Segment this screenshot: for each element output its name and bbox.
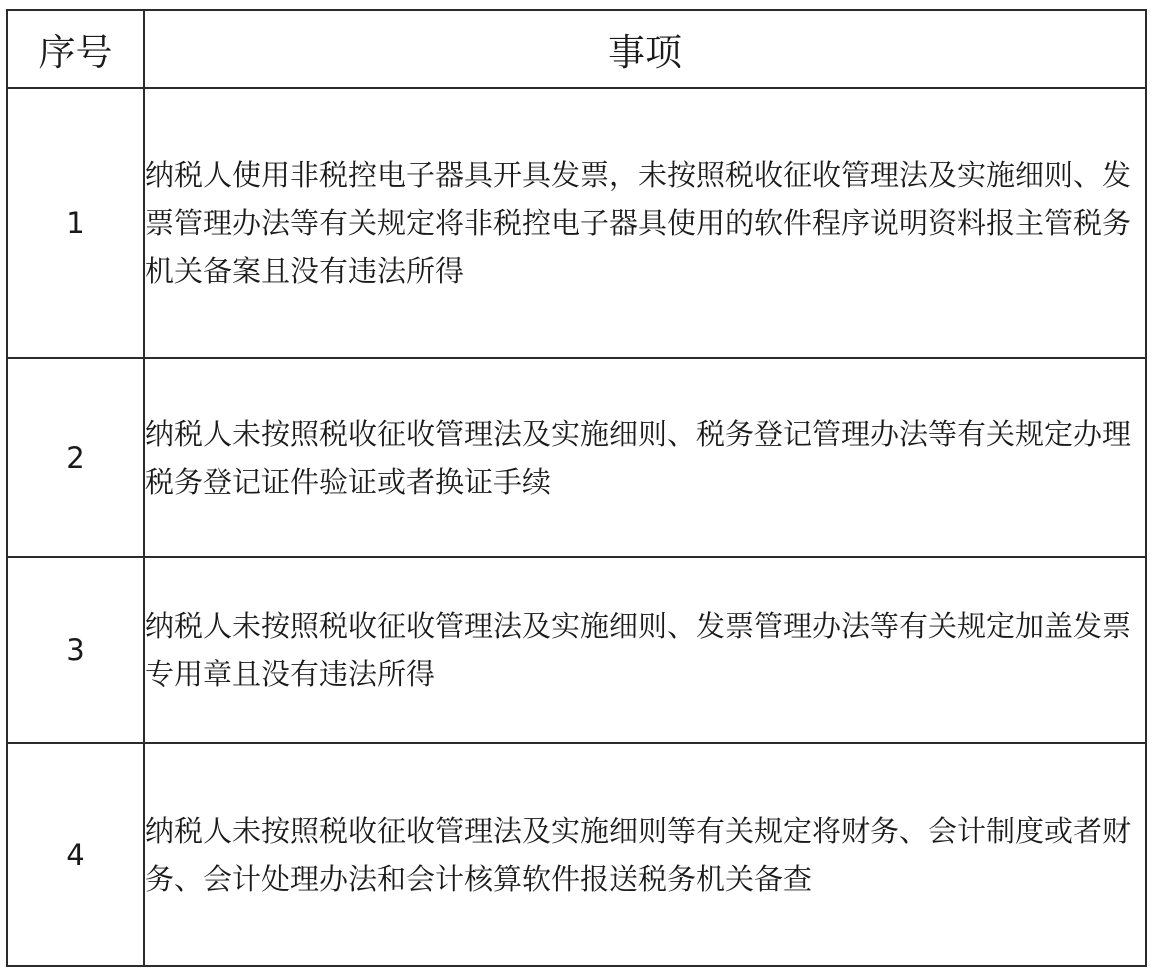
row-matter-text: 纳税人未按照税收征收管理法及实施细则、发票管理办法等有关规定加盖发票专用章且没有违法所得: [144, 557, 1146, 743]
row-serial-number: 4: [7, 743, 144, 966]
matters-table: [6, 9, 1147, 967]
table-row: [7, 743, 1146, 966]
row-matter-text: 纳税人未按照税收征收管理法及实施细则、税务登记管理办法等有关规定办理税务登记证件验证或者换证手续: [144, 358, 1146, 557]
row-serial-number: 1: [7, 88, 144, 358]
row-serial-number: 3: [7, 557, 144, 743]
row-serial-number: 2: [7, 358, 144, 557]
header-matter: 事项: [144, 10, 1146, 88]
table-row: [7, 557, 1146, 743]
header-row: [7, 10, 1146, 88]
row-matter-text: 纳税人未按照税收征收管理法及实施细则等有关规定将财务、会计制度或者财务、会计处理办法和会计核算软件报送税务机关备查: [144, 743, 1146, 966]
table-row: [7, 88, 1146, 358]
header-serial-number: 序号: [7, 10, 144, 88]
row-matter-text: 纳税人使用非税控电子器具开具发票，未按照税收征收管理法及实施细则、发票管理办法等有关规定将非税控电子器具使用的软件程序说明资料报主管税务机关备案且没有违法所得: [144, 88, 1146, 358]
table-row: [7, 358, 1146, 557]
